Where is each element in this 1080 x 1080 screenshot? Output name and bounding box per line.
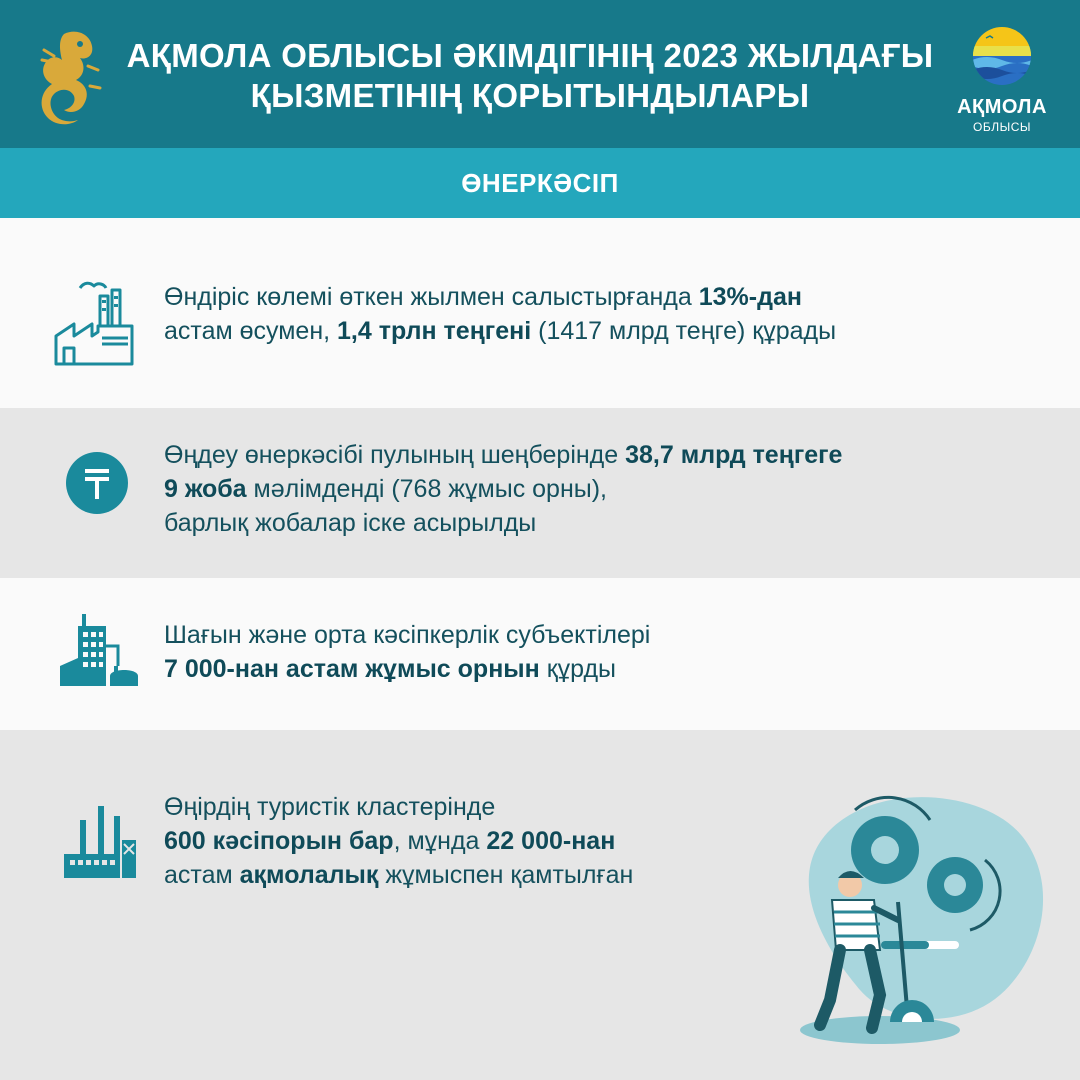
- item-highlight: 1,4 трлн теңгені: [337, 317, 532, 345]
- item-text-part: (1417 млрд теңге) құрады: [531, 317, 837, 345]
- header: [0, 0, 1080, 148]
- item-line-2: [164, 472, 1044, 506]
- title-line-2: ҚЫЗМЕТІНІҢ ҚОРЫТЫНДЫЛАРЫ: [250, 77, 810, 114]
- factory-icon: [52, 278, 136, 370]
- item-line-1: [164, 438, 1044, 472]
- item-highlight: ақмолалық: [239, 861, 379, 889]
- worker-with-gears-illustration: [790, 790, 1060, 1060]
- item-highlight: 7 000-нан астам жұмыс орнын: [164, 655, 540, 683]
- item-text: [164, 438, 1044, 540]
- item-line-1: Шағын және орта кәсіпкерлік субъектілері: [164, 621, 651, 649]
- item-text-part: , мұнда: [393, 827, 487, 855]
- item-highlight: 13%-дан: [698, 283, 802, 311]
- item-text: [164, 618, 1044, 686]
- akmola-region-logo: [950, 26, 1060, 136]
- list-item: [0, 578, 1080, 730]
- golden-leopard-emblem-icon: [34, 26, 104, 130]
- item-line-2: [164, 652, 1044, 686]
- item-text: [164, 280, 1044, 348]
- akmola-logo-icon: [972, 26, 1032, 86]
- item-line-1: [164, 280, 1044, 314]
- buildings-icon: [58, 606, 140, 686]
- item-text-part: астам: [164, 861, 240, 889]
- tenge-icon: [66, 452, 128, 514]
- item-line-1: Өңірдің туристік кластерінде: [164, 793, 496, 821]
- title-line-1: АҚМОЛА ОБЛЫСЫ ӘКІМДІГІНІҢ 2023 ЖЫЛДАҒЫ: [126, 37, 934, 74]
- item-highlight: 38,7 млрд теңгеге: [625, 441, 843, 469]
- item-text-part: Өндіріс көлемі өткен жылмен салыстырғанда: [164, 283, 699, 311]
- item-text-part: мәлімденді (768 жұмыс орны),: [246, 475, 607, 503]
- item-line-2: [164, 314, 1044, 348]
- logo-subtitle: ОБЛЫСЫ: [973, 120, 1031, 134]
- item-line-3: барлық жобалар іске асырылды: [164, 509, 537, 537]
- item-text-part: жұмыспен қамтылған: [378, 861, 634, 889]
- item-text-part: астам өсумен,: [164, 317, 338, 345]
- item-highlight: 22 000-нан: [486, 827, 616, 855]
- item-highlight: 9 жоба: [164, 475, 247, 503]
- item-highlight: 600 кәсіпорын бар: [164, 827, 394, 855]
- logo-name: АҚМОЛА: [957, 96, 1047, 118]
- page-title: [110, 36, 950, 116]
- list-item: [0, 218, 1080, 408]
- section-banner: ӨНЕРКӘСІП: [0, 148, 1080, 218]
- item-text-part: Өңдеу өнеркәсібі пулының шеңберінде: [164, 441, 626, 469]
- industrial-plant-icon: [62, 800, 138, 878]
- item-text-part: құрды: [539, 655, 617, 683]
- list-item: [0, 408, 1080, 578]
